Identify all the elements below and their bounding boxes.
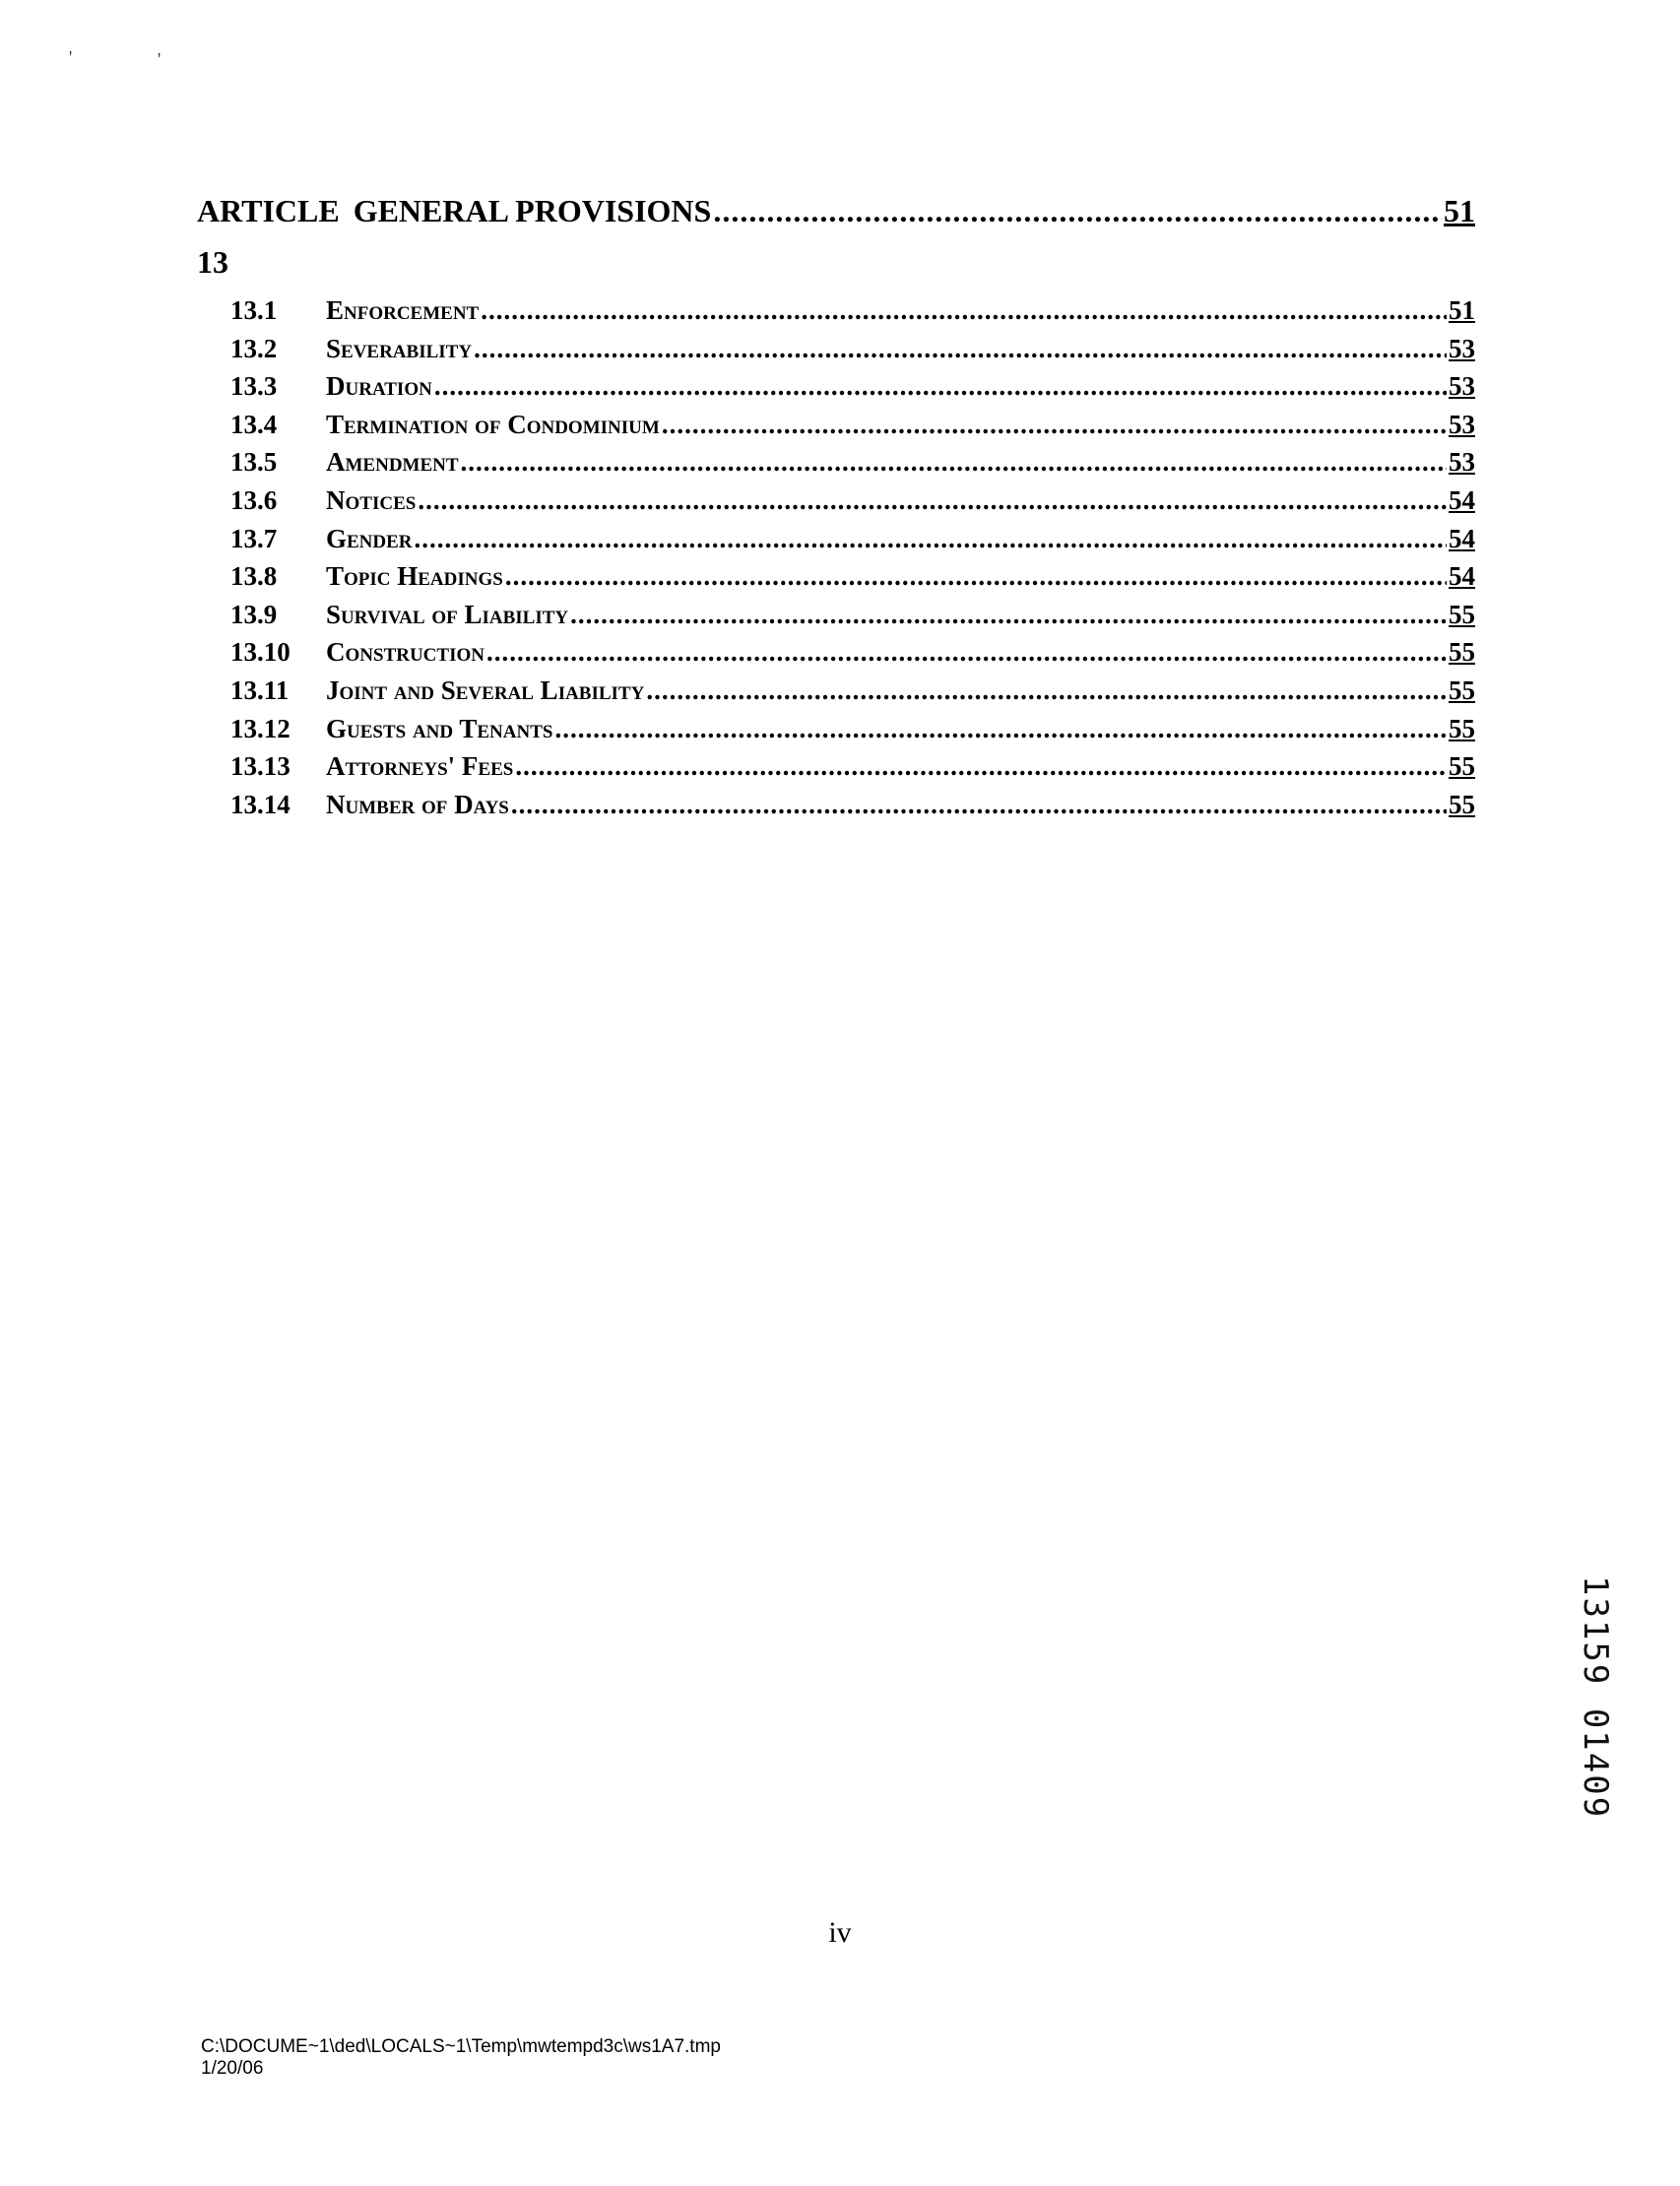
page-number-link[interactable]: 51	[1444, 193, 1475, 228]
dot-leader	[505, 557, 1447, 596]
dot-leader	[415, 520, 1447, 558]
toc-entry[interactable]	[197, 557, 1475, 596]
section-title: Construction	[326, 637, 485, 668]
file-date: 1/20/06	[201, 2058, 264, 2079]
section-number: 13.14	[230, 789, 291, 819]
section-title: Topic Headings	[326, 561, 503, 592]
section-title: Severability	[326, 333, 473, 363]
page-number-link[interactable]: 55	[1449, 789, 1475, 819]
page-number-link[interactable]: 54	[1449, 561, 1475, 592]
section-title: Survival of Liability	[326, 599, 569, 629]
toc-entry[interactable]	[197, 672, 1475, 710]
dot-leader	[515, 747, 1447, 786]
page-number-link[interactable]: 54	[1449, 523, 1475, 553]
dot-leader	[662, 406, 1447, 444]
section-number: 13.6	[230, 484, 278, 515]
toc-entry[interactable]	[197, 633, 1475, 672]
section-number: 13.4	[230, 409, 278, 439]
section-title: Amendment	[326, 447, 459, 478]
dot-leader	[511, 786, 1447, 824]
section-number: 13.12	[230, 713, 291, 743]
toc-entry[interactable]	[197, 330, 1475, 368]
page-number-link[interactable]: 55	[1449, 713, 1475, 743]
toc-entry[interactable]	[197, 786, 1475, 824]
section-number: 13.3	[230, 371, 278, 402]
section-number: 13.1	[230, 295, 278, 325]
section-title: Attorneys' Fees	[326, 751, 514, 782]
section-number: 13.5	[230, 447, 278, 478]
section-number: 13.2	[230, 333, 278, 363]
section-title: Gender	[326, 523, 413, 553]
section-title: Number of Days	[326, 789, 509, 819]
scan-mark: '	[158, 49, 162, 69]
dot-leader	[646, 672, 1447, 710]
dot-leader	[486, 633, 1447, 672]
section-title: Notices	[326, 484, 417, 515]
page-number-link[interactable]: 55	[1449, 599, 1475, 629]
scan-mark: '	[69, 47, 73, 67]
toc-entry[interactable]	[197, 520, 1475, 558]
page-number-link[interactable]: 54	[1449, 484, 1475, 515]
section-title: Joint and Several Liability	[326, 675, 645, 705]
section-number: 13.8	[230, 561, 278, 592]
section-title: Termination of Condominium	[326, 409, 660, 439]
toc-entry[interactable]	[197, 747, 1475, 786]
toc-entries	[197, 291, 1475, 823]
section-number: 13.9	[230, 599, 278, 629]
section-title: Duration	[326, 371, 432, 402]
dot-leader	[481, 291, 1447, 330]
toc-entry[interactable]	[197, 367, 1475, 406]
toc-entry[interactable]	[197, 443, 1475, 482]
toc-entry[interactable]	[197, 291, 1475, 330]
dot-leader	[570, 596, 1447, 634]
section-title: Enforcement	[326, 295, 480, 325]
article-label: ARTICLE 13	[197, 193, 340, 280]
page-number-link[interactable]: 53	[1449, 447, 1475, 478]
dot-leader	[434, 367, 1447, 406]
page-number-link[interactable]: 55	[1449, 751, 1475, 782]
dot-leader	[418, 482, 1447, 520]
toc-entry[interactable]	[197, 482, 1475, 520]
section-number: 13.10	[230, 637, 291, 668]
document-stamp: 13159 01409	[1576, 1575, 1615, 1820]
page-number-link[interactable]: 53	[1449, 333, 1475, 363]
page-number-link[interactable]: 53	[1449, 371, 1475, 402]
page-number-link[interactable]: 55	[1449, 637, 1475, 668]
file-path: C:\DOCUME~1\ded\LOCALS~1\Temp\mwtempd3c\ws1A7.tmp	[201, 2036, 721, 2057]
dot-leader	[474, 330, 1447, 368]
page-number-link[interactable]: 51	[1449, 295, 1475, 325]
page-number-footer: iv	[828, 1916, 852, 1949]
section-number: 13.13	[230, 751, 291, 782]
section-title: Guests and Tenants	[326, 713, 553, 743]
page-number-link[interactable]: 55	[1449, 675, 1475, 705]
toc-entry[interactable]	[197, 406, 1475, 444]
page-number-link[interactable]: 53	[1449, 409, 1475, 439]
toc-entry[interactable]	[197, 596, 1475, 634]
toc-entry[interactable]	[197, 710, 1475, 748]
section-number: 13.7	[230, 523, 278, 553]
table-of-contents	[197, 185, 1475, 823]
article-title: GENERAL PROVISIONS	[353, 193, 712, 228]
dot-leader	[461, 443, 1447, 482]
article-heading	[197, 185, 1475, 288]
dot-leader	[554, 710, 1447, 748]
dot-leader	[713, 185, 1442, 236]
file-path-footer	[201, 2036, 721, 2080]
section-number: 13.11	[230, 675, 290, 705]
